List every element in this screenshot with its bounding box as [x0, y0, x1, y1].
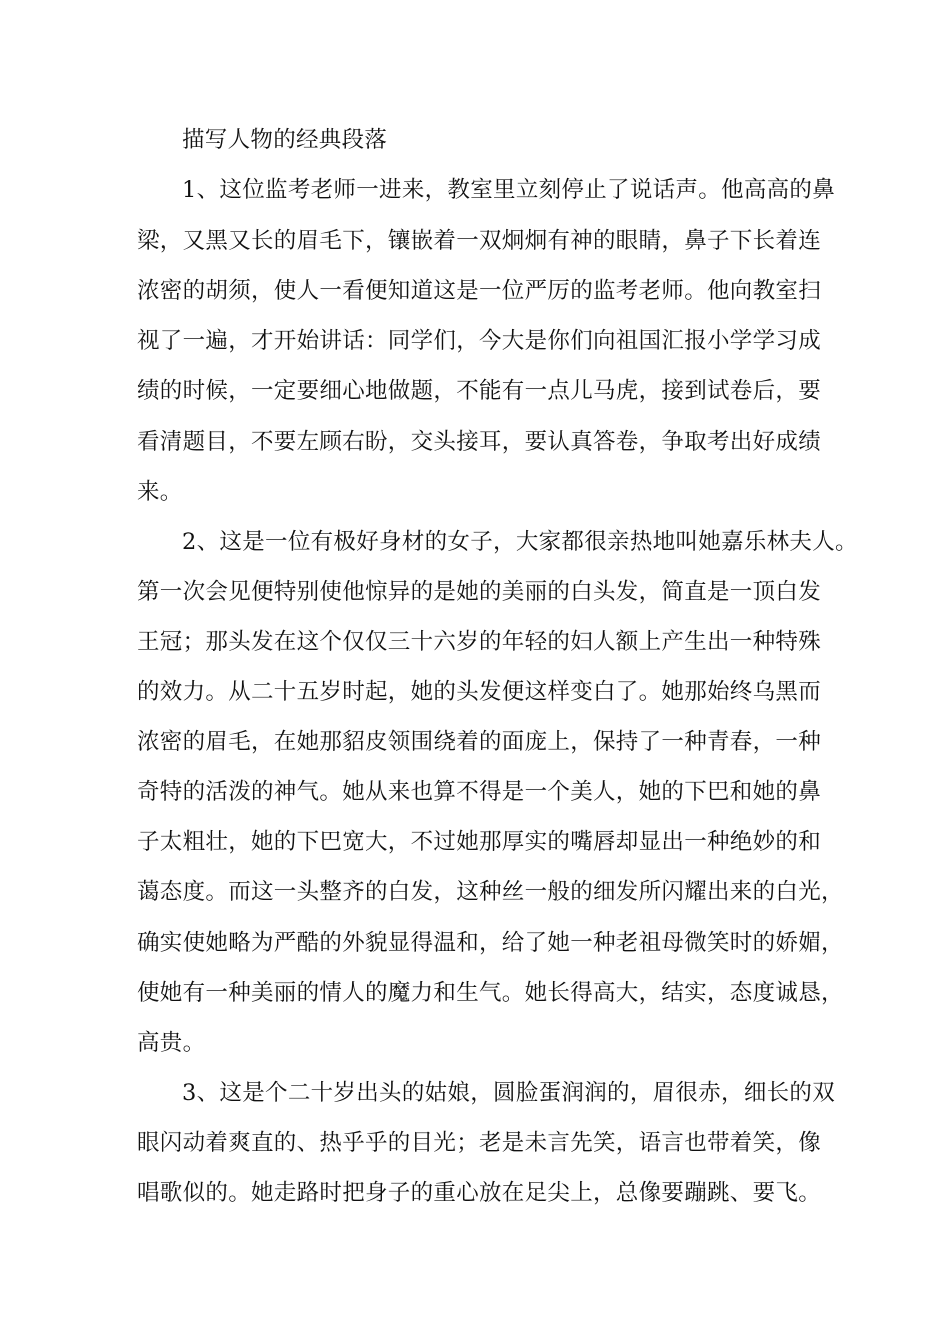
- text-line: 1、这位监考老师一进来，教室里立刻停止了说话声。他高高的鼻: [182, 177, 836, 203]
- text-line: 蔼态度。而这一头整齐的白发，这种丝一般的细发所闪耀出来的白光，: [137, 879, 844, 905]
- text-line: 绩的时候，一定要细心地做题，不能有一点儿马虎，接到试卷后，要: [137, 378, 822, 404]
- text-line: 看清题目，不要左顾右盼，交头接耳，要认真答卷，争取考出好成绩: [137, 429, 822, 455]
- text-line: 浓密的胡须，使人一看便知道这是一位严厉的监考老师。他向教室扫: [137, 278, 822, 304]
- text-line: 视了一遍，才开始讲话：同学们，今大是你们向祖国汇报小学学习成: [137, 328, 822, 354]
- text-line: 唱歌似的。她走路时把身子的重心放在足尖上，总像要蹦跳、要飞。: [137, 1180, 822, 1206]
- text-line: 奇特的活泼的神气。她从来也算不得是一个美人，她的下巴和她的鼻: [137, 779, 822, 805]
- text-line: 子太粗壮，她的下巴宽大，不过她那厚实的嘴唇却显出一种绝妙的和: [137, 829, 822, 855]
- text-line: 来。: [137, 479, 183, 505]
- text-line: 3、这是个二十岁出头的姑娘，圆脸蛋润润的，眉很赤，细长的双: [182, 1080, 836, 1106]
- text-line: 2、这是一位有极好身材的女子，大家都很亲热地叫她嘉乐林夫人。: [182, 529, 858, 555]
- text-line: 浓密的眉毛，在她那貂皮领围绕着的面庞上，保持了一种青春，一种: [137, 729, 822, 755]
- document-title: 描写人物的经典段落: [182, 127, 388, 153]
- text-line: 眼闪动着爽直的、热乎乎的目光；老是未言先笑，语言也带着笑，像: [137, 1130, 822, 1156]
- text-line: 的效力。从二十五岁时起，她的头发便这样变白了。她那始终乌黑而: [137, 679, 822, 705]
- text-line: 确实使她略为严酷的外貌显得温和，给了她一种老祖母微笑时的娇媚，: [137, 930, 844, 956]
- text-line: 王冠；那头发在这个仅仅三十六岁的年轻的妇人额上产生出一种特殊: [137, 629, 822, 655]
- text-line: 高贵。: [137, 1030, 206, 1056]
- text-line: 第一次会见便特别使他惊异的是她的美丽的白头发，简直是一顶白发: [137, 579, 822, 605]
- text-line: 梁，又黑又长的眉毛下，镶嵌着一双炯炯有神的眼睛，鼻子下长着连: [137, 228, 822, 254]
- text-line: 使她有一种美丽的情人的魔力和生气。她长得高大，结实，态度诚恳，: [137, 980, 844, 1006]
